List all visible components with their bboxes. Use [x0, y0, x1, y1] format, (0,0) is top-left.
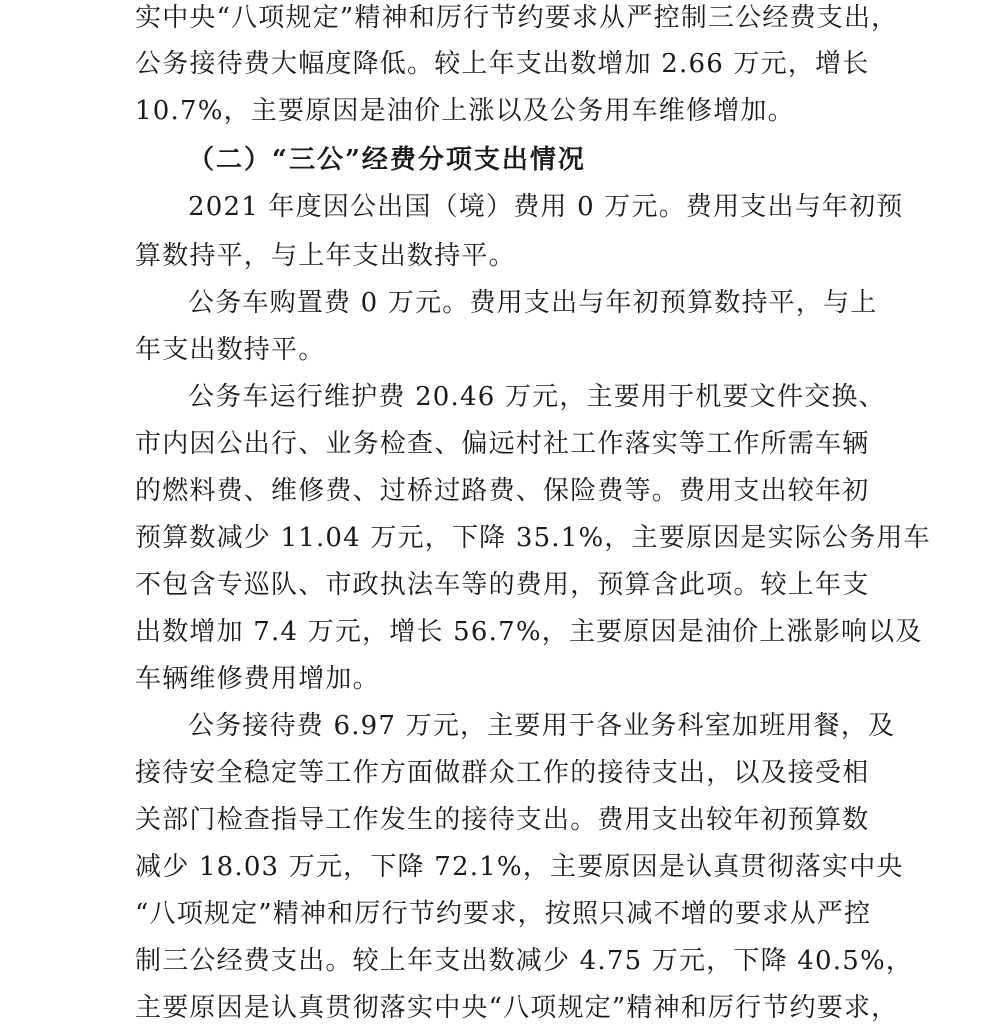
- text-line-15: 车辆维修费用增加。: [135, 664, 380, 694]
- text-line-3: 10.7%，主要原因是油价上涨以及公务用车维修增加。: [135, 96, 795, 126]
- text-line-18: 关部门检查指导工作发生的接待支出。费用支出较年初预算数: [135, 805, 870, 835]
- text-line-2: 公务接待费大幅度降低。较上年支出数增加 2.66 万元，增长: [135, 49, 870, 79]
- text-line-11: 的燃料费、维修费、过桥过路费、保险费等。费用支出较年初: [135, 476, 870, 506]
- text-line-8: 年支出数持平。: [135, 335, 326, 365]
- text-line-5: 2021 年度因公出国（境）费用 0 万元。费用支出与年初预: [188, 192, 904, 222]
- text-line-10: 市内因公出行、业务检查、偏远村社工作落实等工作所需车辆: [135, 429, 870, 459]
- text-line-1: 实中央“八项规定”精神和厉行节约要求从严控制三公经费支出，: [135, 3, 899, 33]
- text-line-16: 公务接待费 6.97 万元，主要用于各业务科室加班用餐，及: [188, 711, 896, 741]
- text-line-14: 出数增加 7.4 万元，增长 56.7%，主要原因是油价上涨影响以及: [135, 617, 923, 647]
- text-line-22: 主要原因是认真贯彻落实中央“八项规定”精神和厉行节约要求，: [135, 993, 899, 1023]
- section-heading: （二）“三公”经费分项支出情况: [188, 145, 586, 175]
- text-line-9: 公务车运行维护费 20.46 万元，主要用于机要文件交换、: [188, 382, 886, 412]
- text-line-6: 算数持平，与上年支出数持平。: [135, 241, 516, 271]
- text-line-20: “八项规定”精神和厉行节约要求，按照只减不增的要求从严控: [135, 899, 872, 929]
- text-line-19: 减少 18.03 万元，下降 72.1%，主要原因是认真贯彻落实中央: [135, 852, 904, 882]
- text-line-12: 预算数减少 11.04 万元，下降 35.1%，主要原因是实际公务用车: [135, 523, 931, 553]
- text-line-17: 接待安全稳定等工作方面做群众工作的接待支出，以及接受相: [135, 758, 870, 788]
- text-line-13: 不包含专巡队、市政执法车等的费用，预算含此项。较上年支: [135, 570, 870, 600]
- text-line-21: 制三公经费支出。较上年支出数减少 4.75 万元，下降 40.5%，: [135, 946, 914, 976]
- text-line-7: 公务车购置费 0 万元。费用支出与年初预算数持平，与上: [188, 288, 878, 318]
